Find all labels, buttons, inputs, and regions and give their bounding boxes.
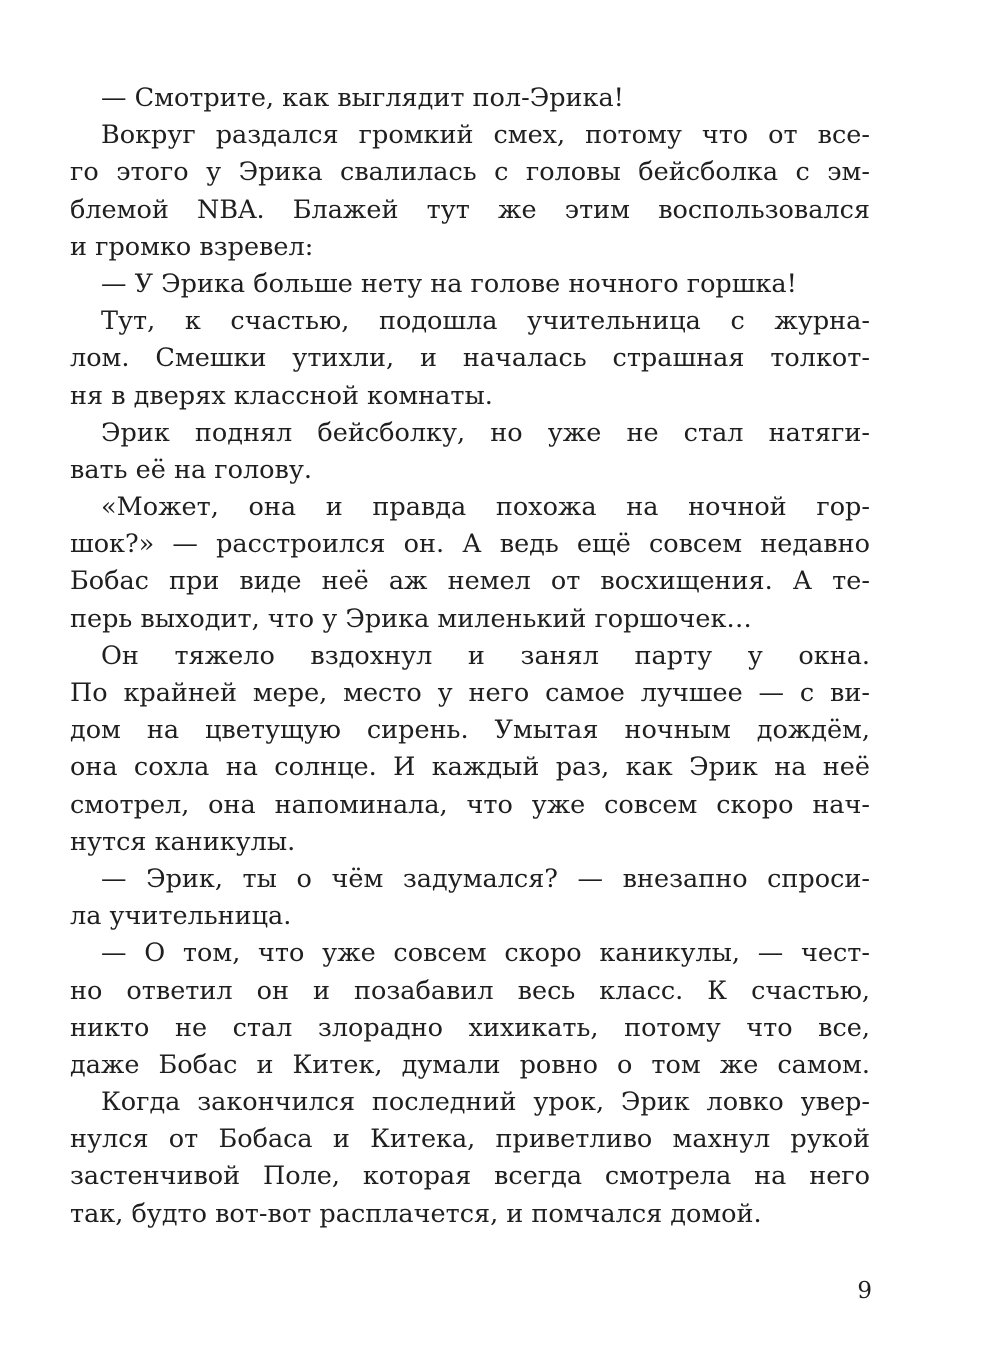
text-line: Когда закончился последний урок, Эрик ловко увер- [101,1087,870,1118]
text-line: го этого у Эрика свалилась с головы бейсболка с эм- [70,157,870,188]
text-line: застенчивой Поле, которая всегда смотрела на него [70,1161,870,1192]
text-line: нулся от Бобаса и Китека, приветливо махнул рукой [70,1124,870,1155]
text-line: — О том, что уже совсем скоро каникулы, — чест- [101,938,870,969]
text-line: лом. Смешки утихли, и началась страшная толкот- [70,343,870,374]
text-line: По крайней мере, место у него самое лучшее — с ви- [70,678,870,708]
text-line: «Может, она и правда похожа на ночной гор- [101,492,870,523]
text-line: — Эрик, ты о чём задумался? — внезапно спроси- [101,863,870,894]
text-line: — Смотрите, как выглядит пол-Эрика! [101,83,624,113]
text-line: шок?» — расстроился он. А ведь ещё совсем недавно [70,529,870,560]
text-line: смотрел, она напоминала, что уже совсем скоро нач- [70,789,870,820]
text-line: но ответил он и позабавил весь класс. К счастью, [70,975,870,1006]
text-line: Тут, к счастью, подошла учительница с журна- [101,306,870,337]
text-line: так, будто вот-вот расплачется, и помчался домой. [70,1198,762,1229]
text-line: нутся каникулы. [70,826,296,857]
text-line: дом на цветущую сирень. Умытая ночным дождём, [70,715,870,746]
body-text [70,80,870,1233]
text-line: никто не стал злорадно хихикать, потому что все, [70,1012,870,1043]
text-line: ня в дверях классной комнаты. [70,380,493,411]
text-line: Он тяжело вздохнул и занял парту у окна. [101,640,870,671]
text-line: вать её на голову. [70,454,312,485]
text-line: — У Эрика больше нету на голове ночного горшка! [101,268,797,299]
page-number: 9 [857,1278,872,1304]
text-line: даже Бобас и Китек, думали ровно о том же самом. [70,1049,870,1080]
text-line: она сохла на солнце. И каждый раз, как Эрик на неё [70,752,870,783]
text-line: Эрик поднял бейсболку, но уже не стал натяги- [101,417,870,448]
text-line: Вокруг раздался громкий смех, потому что от все- [101,120,870,151]
text-line: и громко взревел: [70,231,314,262]
text-line: ла учительница. [70,901,292,932]
text-line: блемой NBA. Блажей тут же этим воспользовался [70,194,870,225]
text-line: Бобас при виде неё аж немел от восхищения. А те- [70,566,870,597]
text-line: перь выходит, что у Эрика миленький горшочек… [70,603,752,634]
